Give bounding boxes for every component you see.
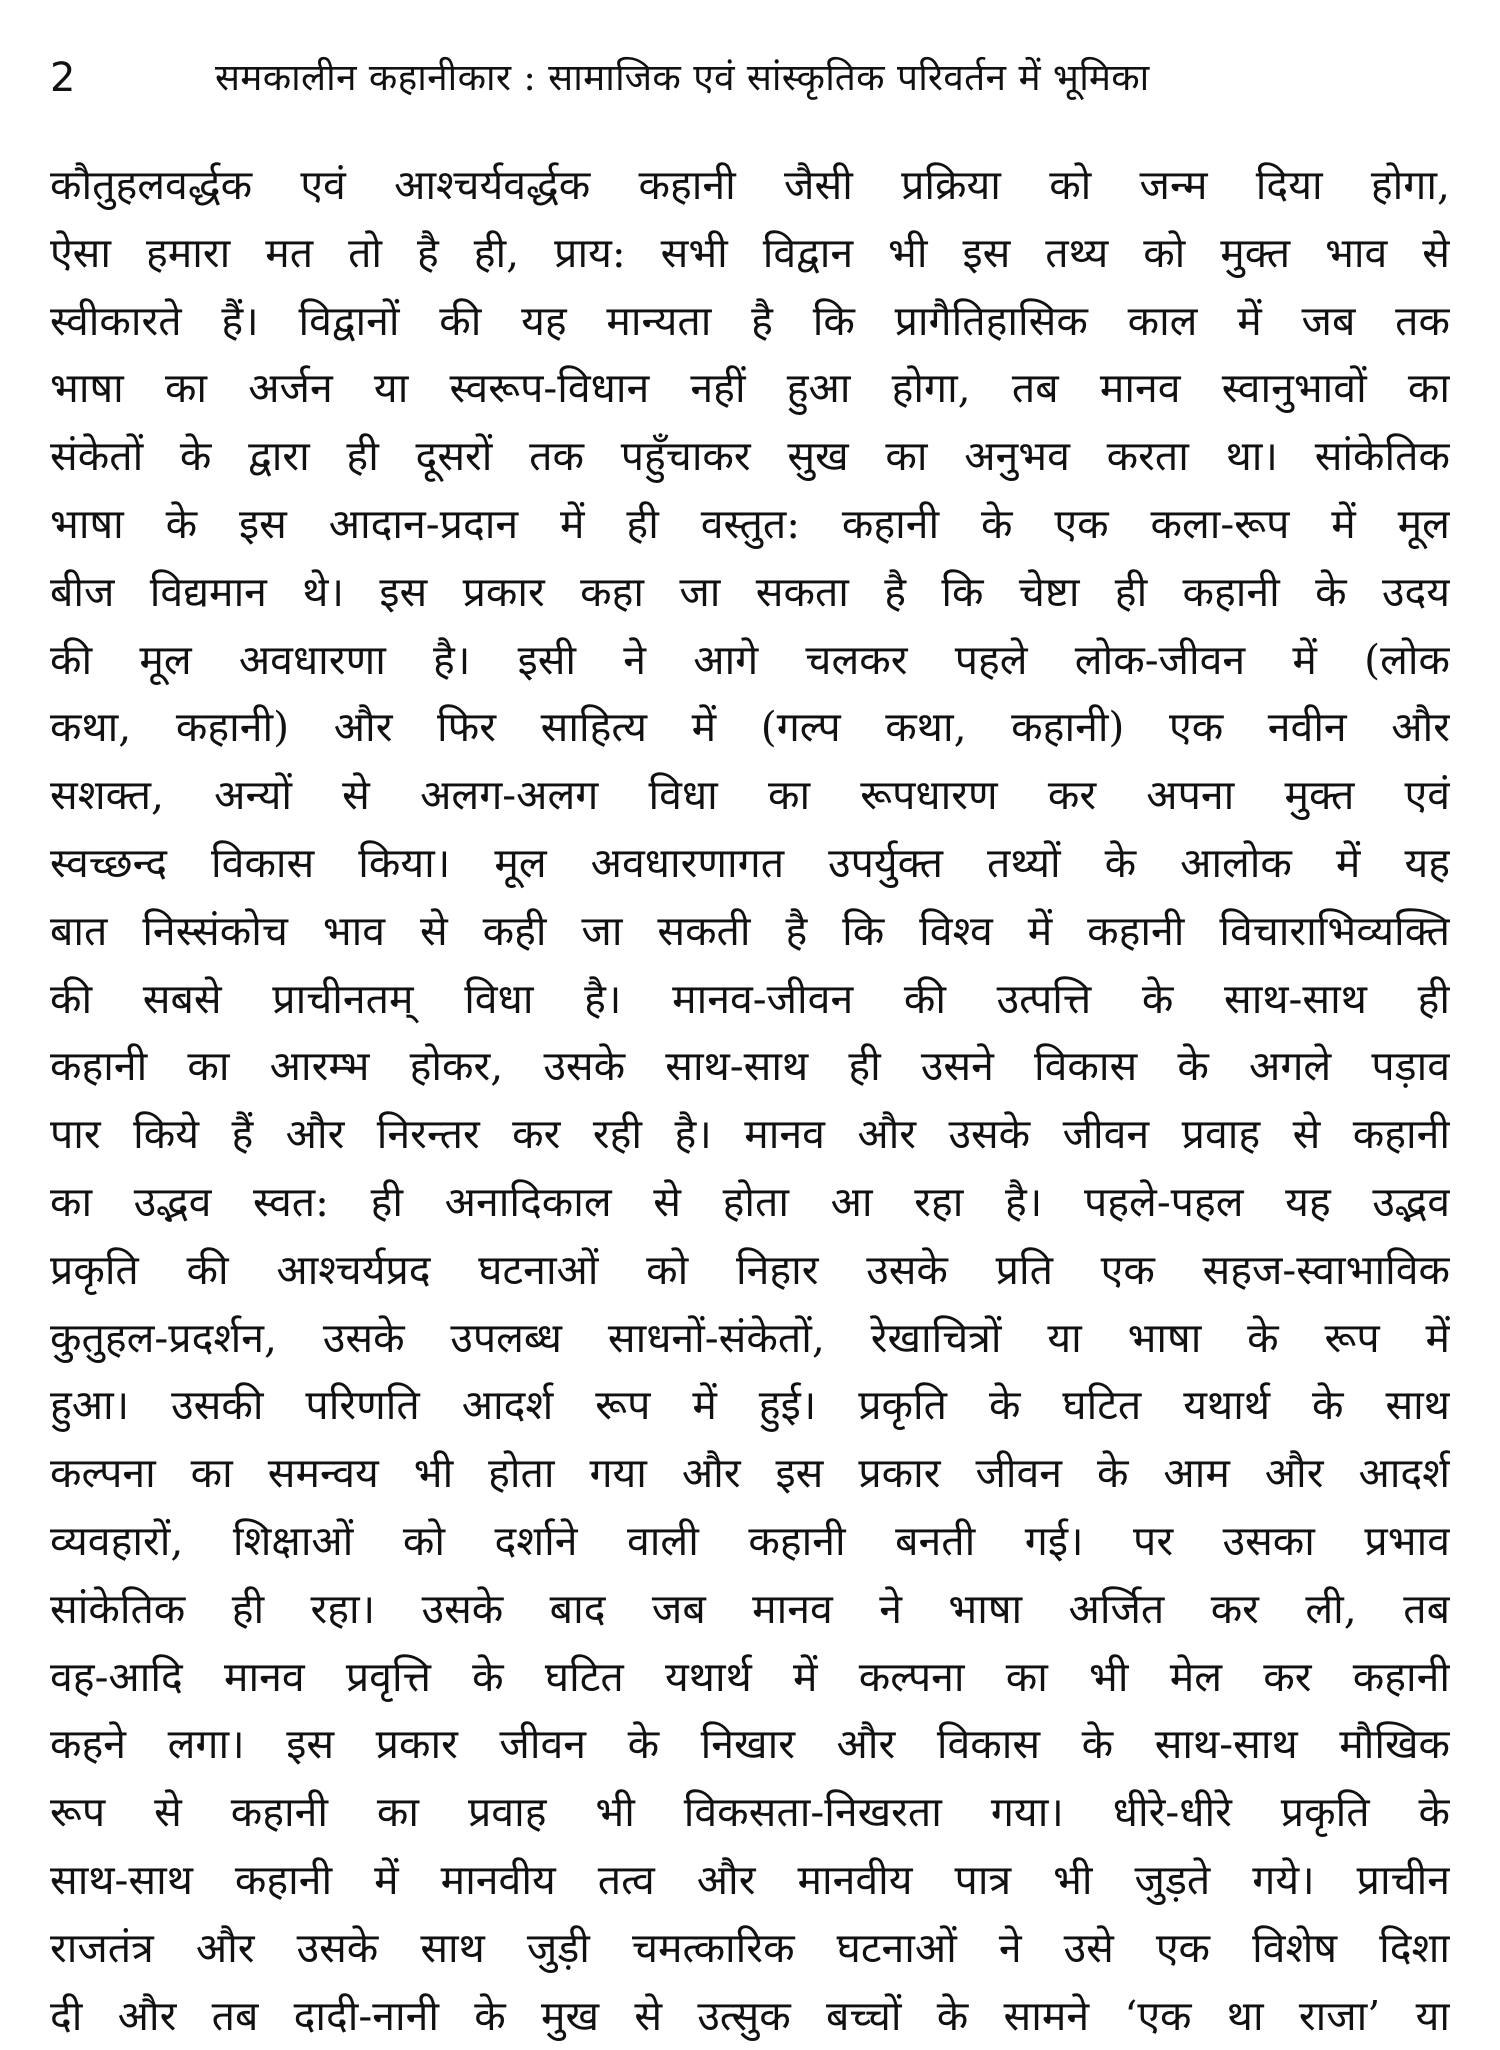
running-title: समकालीन कहानीकार : सामाजिक एवं सांस्कृतिक परिवर्तन में भूमिका [215,56,1150,99]
text-line: व्यवहारों, शिक्षाओं को दर्शाने वाली कहानी बनती गई। पर उसका प्रभाव [50,1516,1450,1565]
text-line: सशक्त, अन्यों से अलग-अलग विधा का रूपधारण कर अपना मुक्त एवं [50,771,1450,820]
text-line: वह-आदि मानव प्रवृत्ति के घटित यथार्थ में कल्पना का भी मेल कर कहानी [50,1652,1450,1701]
text-line: बीज विद्यमान थे। इस प्रकार कहा जा सकता है कि चेष्टा ही कहानी के उदय [50,567,1450,616]
text-line: कुतुहल-प्रदर्शन, उसके उपलब्ध साधनों-संकेतों, रेखाचित्रों या भाषा के रूप में [50,1313,1450,1362]
text-line: कौतुहलवर्द्धक एवं आश्चर्यवर्द्धक कहानी जैसी प्रक्रिया को जन्म दिया होगा, [50,161,1450,209]
text-line: संकेतों के द्वारा ही दूसरों तक पहुँचाकर सुख का अनुभव करता था। सांकेतिक [50,432,1450,481]
text-line: साथ-साथ कहानी में मानवीय तत्व और मानवीय पात्र भी जुड़ते गये। प्राचीन [50,1855,1450,1904]
text-line: भाषा के इस आदान-प्रदान में ही वस्तुत: कहानी के एक कला-रूप में मूल [50,499,1450,548]
text-line: पार किये हैं और निरन्तर कर रही है। मानव और उसके जीवन प्रवाह से कहानी [50,1110,1450,1159]
text-line: दी और तब दादी-नानी के मुख से उत्सुक बच्चों के सामने ‘एक था राजा’ या [50,1991,1450,2040]
text-line: की सबसे प्राचीनतम् विधा है। मानव-जीवन की उत्पत्ति के साथ-साथ ही [50,974,1450,1023]
text-line: प्रकृति की आश्चर्यप्रद घटनाओं को निहार उसके प्रति एक सहज-स्वाभाविक [50,1245,1450,1294]
text-line: ऐसा हमारा मत तो है ही, प्राय: सभी विद्वान भी इस तथ्य को मुक्त भाव से [50,228,1450,277]
text-line: कहानी का आरम्भ होकर, उसके साथ-साथ ही उसने विकास के अगले पड़ाव [50,1042,1450,1091]
page-number: 2 [50,55,76,101]
page-header [50,48,1450,108]
text-line: कहने लगा। इस प्रकार जीवन के निखार और विकास के साथ-साथ मौखिक [50,1720,1450,1769]
text-line: कल्पना का समन्वय भी होता गया और इस प्रकार जीवन के आम और आदर्श [50,1449,1450,1498]
text-line: भाषा का अर्जन या स्वरूप-विधान नहीं हुआ होगा, तब मानव स्वानुभावों का [50,364,1450,413]
text-line: राजतंत्र और उसके साथ जुड़ी चमत्कारिक घटनाओं ने उसे एक विशेष दिशा [50,1923,1450,1972]
text-line: रूप से कहानी का प्रवाह भी विकसता-निखरता गया। धीरे-धीरे प्रकृति के [50,1788,1450,1837]
text-line: स्वीकारते हैं। विद्वानों की यह मान्यता है कि प्रागैतिहासिक काल में जब तक [50,296,1450,345]
text-line: हुआ। उसकी परिणति आदर्श रूप में हुई। प्रकृति के घटित यथार्थ के साथ [50,1381,1450,1430]
text-line: कथा, कहानी) और फिर साहित्य में (गल्प कथा, कहानी) एक नवीन और [50,703,1450,752]
text-line: स्वच्छन्द विकास किया। मूल अवधारणागत उपर्युक्त तथ्यों के आलोक में यह [50,838,1450,887]
text-line: सांकेतिक ही रहा। उसके बाद जब मानव ने भाषा अर्जित कर ली, तब [50,1584,1450,1633]
body-text [50,152,1450,2050]
text-line: का उद्भव स्वत: ही अनादिकाल से होता आ रहा है। पहले-पहल यह उद्भव [50,1177,1450,1226]
text-line: बात निस्संकोच भाव से कही जा सकती है कि विश्व में कहानी विचाराभिव्यक्ति [50,906,1450,955]
text-line: की मूल अवधारणा है। इसी ने आगे चलकर पहले लोक-जीवन में (लोक [50,635,1450,684]
